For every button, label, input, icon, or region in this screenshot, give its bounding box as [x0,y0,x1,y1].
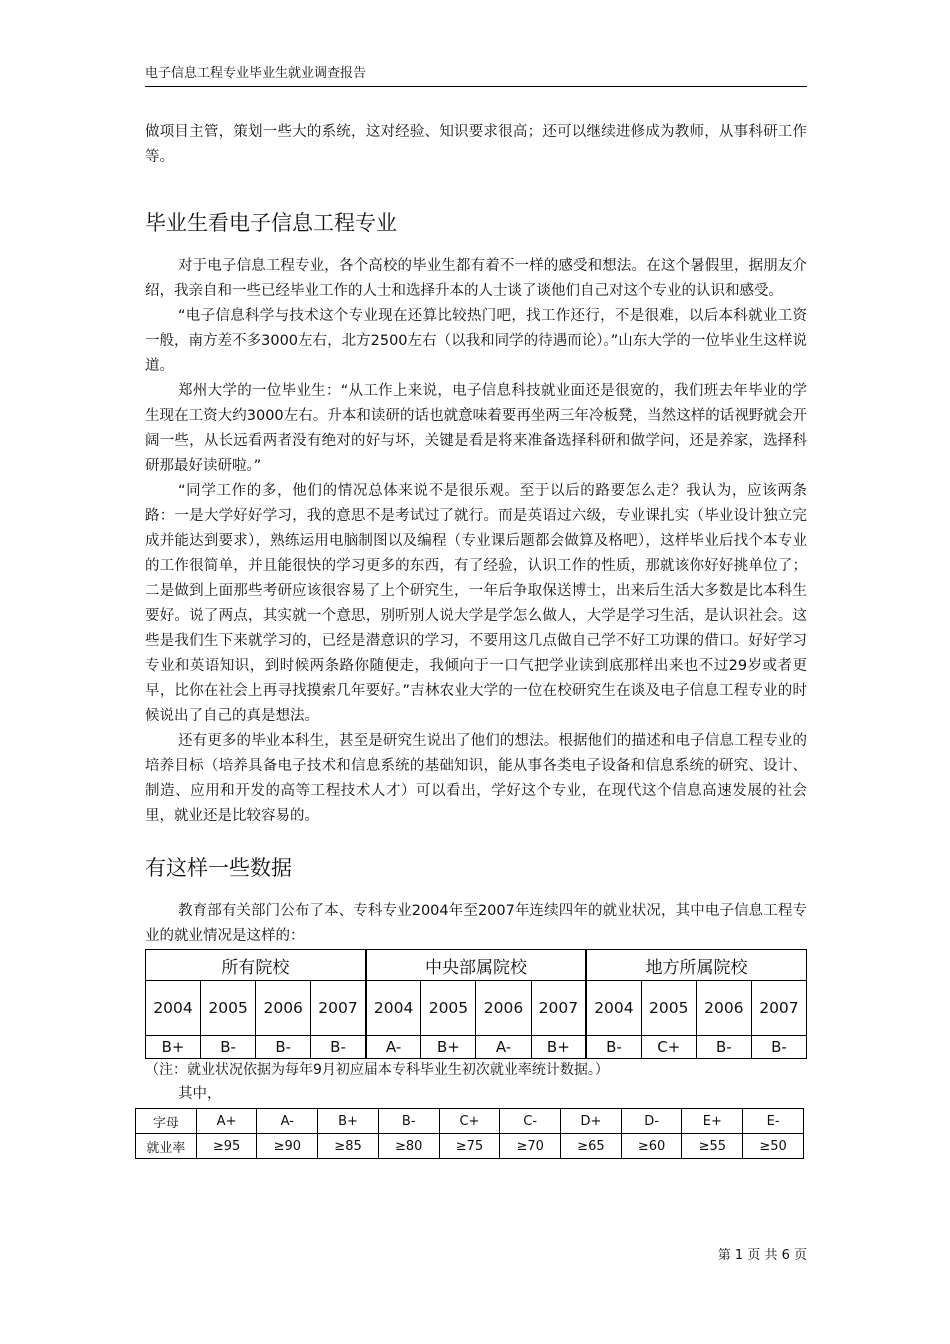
employment-table [145,949,807,1059]
key-rate-cell: ≥95 [196,1134,257,1159]
key-rate-cell: ≥60 [621,1134,682,1159]
paragraph: 郑州大学的一位毕业生：“从工作上来说，电子信息科技就业面还是很宽的，我们班去年毕业的学生现在工资大约3000左右。升本和读研的话也就意味着要再坐两三年冷板凳，当然这样的话视野就会开阔一些，从长远看两者没有绝对的好与坏，关键是看是将来准备选择科研和做学问，还是养家，选择科研那最好读研啦。” [145,383,807,474]
grade-cell: B- [201,1036,256,1059]
grade-cell: C+ [641,1036,696,1059]
grade-cell: A- [366,1036,421,1059]
key-rate-cell: ≥55 [682,1134,743,1159]
page-footer: 第 1 页 共 6 页 [717,1248,807,1263]
grade-cell: B+ [421,1036,476,1059]
key-rate-cell: ≥90 [257,1134,318,1159]
key-row-label: 字母 [136,1109,197,1134]
key-rate-cell: ≥75 [439,1134,500,1159]
key-letter-cell: B- [378,1109,439,1134]
key-letter-cell: B+ [318,1109,379,1134]
grade-cell: B- [586,1036,641,1059]
key-letter-cell: E+ [682,1109,743,1134]
key-letter-cell: A- [257,1109,318,1134]
key-rate-row [136,1134,804,1159]
year-cell: 2005 [641,981,696,1036]
year-cell: 2006 [256,981,311,1036]
grade-cell: B- [311,1036,366,1059]
page-header: 电子信息工程专业毕业生就业调查报告 [145,64,807,87]
year-cell: 2007 [751,981,806,1036]
grade-cell: B- [751,1036,806,1059]
section-heading-data: 有这样一些数据 [145,856,292,880]
key-letter-cell: C- [500,1109,561,1134]
among-label: 其中， [178,1086,222,1102]
key-rate-cell: ≥70 [500,1134,561,1159]
year-cell: 2007 [311,981,366,1036]
paragraph: “电子信息科学与技术这个专业现在还算比较热门吧，找工作还行，不是很难，以后本科就业工资一般，南方差不多3000左右，北方2500左右（以我和同学的待遇而论）。”山东大学的一位毕业生这样说道。 [145,308,807,374]
year-cell: 2004 [366,981,421,1036]
key-rate-cell: ≥65 [561,1134,622,1159]
group-all-schools: 所有院校 [146,950,366,981]
grade-cell: B- [256,1036,311,1059]
year-row [146,981,807,1036]
grade-key-table [135,1108,804,1159]
paragraph: 还有更多的毕业本科生，甚至是研究生说出了他们的想法。根据他们的描述和电子信息工程专业的培养目标（培养具备电子技术和信息系统的基础知识，能从事各类电子设备和信息系统的研究、设计、制造、应用和开发的高等工程技术人才）可以看出，学好这个专业，在现代这个信息高速发展的社会里，就业还是比较容易的。 [145,733,807,824]
key-rate-cell: ≥85 [318,1134,379,1159]
table-note: （注：就业状况依据为每年9月初应届本专科毕业生初次就业率统计数据。） [145,1062,609,1078]
grade-cell: A- [476,1036,531,1059]
key-rate-cell: ≥80 [378,1134,439,1159]
section-heading-graduates: 毕业生看电子信息工程专业 [145,211,397,235]
paragraph: 对于电子信息工程专业，各个高校的毕业生都有着不一样的感受和想法。在这个暑假里，据朋友介绍，我亲自和一些已经毕业工作的人士和选择升本的人士谈了谈他们自己对这个专业的认识和感受。 [145,258,807,299]
intro-paragraph: 做项目主管，策划一些大的系统，这对经验、知识要求很高；还可以继续进修成为教师，从事科研工作等。 [145,124,807,165]
grade-cell: B+ [146,1036,201,1059]
grade-cell: B+ [531,1036,586,1059]
key-letter-cell: C+ [439,1109,500,1134]
key-rate-cell: ≥50 [743,1134,804,1159]
year-cell: 2006 [476,981,531,1036]
group-header-row [146,950,807,981]
year-cell: 2005 [201,981,256,1036]
document-body [145,120,807,1159]
key-letter-cell: D- [621,1109,682,1134]
year-cell: 2004 [146,981,201,1036]
key-letter-cell: D+ [561,1109,622,1134]
data-intro-paragraph: 教育部有关部门公布了本、专科专业2004年至2007年连续四年的就业状况，其中电子信息工程专业的就业情况是这样的： [145,903,807,944]
section1-paragraphs [145,254,807,829]
year-cell: 2004 [586,981,641,1036]
group-central-schools: 中央部属院校 [366,950,586,981]
group-local-schools: 地方所属院校 [586,950,806,981]
grade-cell: B- [696,1036,751,1059]
paragraph: “同学工作的多，他们的情况总体来说不是很乐观。至于以后的路要怎么走？我认为，应该两条路：一是大学好好学习，我的意思不是考试过了就行。而是英语过六级，专业课扎实（毕业设计独立完成并能达到要求），熟练运用电脑制图以及编程（专业课后题都会做算及格吧），这样毕业后找个本专业的工作很简单，并且能很快的学习更多的东西，有了经验，认识工作的性质，那就该你好好挑单位了；二是做到上面那些考研应该很容易了上个研究生，一年后争取保送博士，出来后生活大多数是比本科生要好。说了两点，其实就一个意思，别听别人说大学是学怎么做人，大学是学习生活，是认识社会。这些是我们生下来就学习的，已经是潜意识的学习，不要用这几点做自己学不好工功课的借口。好好学习专业和英语知识，到时候两条路你随便走，我倾向于一口气把学业读到底那样出来也不过29岁或者更早，比你在社会上再寻找摸索几年要好。”吉林农业大学的一位在校研究生在谈及电子信息工程专业的时候说出了自己的真是想法。 [145,483,807,724]
key-letter-cell: A+ [196,1109,257,1134]
grade-row [146,1036,807,1059]
year-cell: 2005 [421,981,476,1036]
key-row-label: 就业率 [136,1134,197,1159]
key-letter-row [136,1109,804,1134]
year-cell: 2007 [531,981,586,1036]
year-cell: 2006 [696,981,751,1036]
key-letter-cell: E- [743,1109,804,1134]
